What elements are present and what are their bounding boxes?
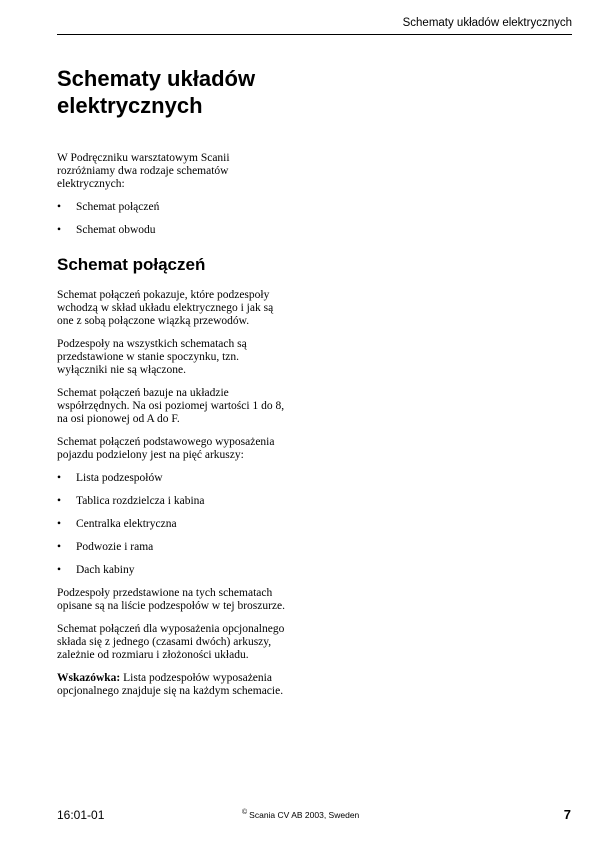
copyright-text: Scania CV AB 2003, Sweden xyxy=(249,809,360,820)
page-number: 7 xyxy=(563,807,571,822)
sheets-list xyxy=(57,472,287,577)
intro-paragraph: W Podręczniku warsztatowym Scanii rozróżniamy dwa rodzaje schematów elektrycznych: xyxy=(57,152,230,190)
list-item: • Schemat obwodu xyxy=(57,224,287,237)
main-content xyxy=(57,152,287,708)
paragraph: Podzespoły przedstawione na tych schematach opisane są na liście podzespołów w tej broszurze. xyxy=(57,587,286,612)
note-text: Lista podzespołów wyposażenia opcjonalnego znajduje się na każdym schemacie. xyxy=(57,672,284,697)
list-item: • Lista podzespołów xyxy=(57,472,287,485)
header-rule xyxy=(57,34,572,35)
paragraph: Schemat połączeń dla wyposażenia opcjonalnego składa się z jednego (czasami dwóch) arkuszy, zależnie od rozmiaru i złożoności układu. xyxy=(57,623,285,661)
note-label: Wskazówka: xyxy=(57,672,121,684)
list-item: • Schemat połączeń xyxy=(57,201,287,214)
list-item: • Centralka elektryczna xyxy=(57,518,287,531)
paragraph: Schemat połączeń bazuje na układzie współrzędnych. Na osi poziomej wartości 1 do 8, na osi pionowej od A do F. xyxy=(57,387,285,425)
note-paragraph xyxy=(57,672,287,698)
paragraph: Podzespoły na wszystkich schematach są przedstawione w stanie spoczynku, tzn. wyłączniki nie są włączone. xyxy=(57,338,247,376)
list-item: • Tablica rozdzielcza i kabina xyxy=(57,495,287,508)
paragraph: Schemat połączeń pokazuje, które podzespoły wchodzą w skład układu elektrycznego i jak są one z sobą połączone wiązką przewodów. xyxy=(57,289,274,327)
copyright-notice xyxy=(242,809,359,820)
intro-list xyxy=(57,201,287,237)
section-heading: Schemat połączeń xyxy=(57,255,206,274)
list-item: • Dach kabiny xyxy=(57,564,287,577)
page-title: Schematy układów elektrycznych xyxy=(57,66,256,118)
list-item: • Podwozie i rama xyxy=(57,541,287,554)
document-code: 16:01-01 xyxy=(57,808,105,822)
copyright-symbol: © xyxy=(242,809,248,816)
paragraph: Schemat połączeń podstawowego wyposażenia pojazdu podzielony jest na pięć arkuszy: xyxy=(57,436,275,461)
running-header: Schematy układów elektrycznych xyxy=(402,17,572,29)
